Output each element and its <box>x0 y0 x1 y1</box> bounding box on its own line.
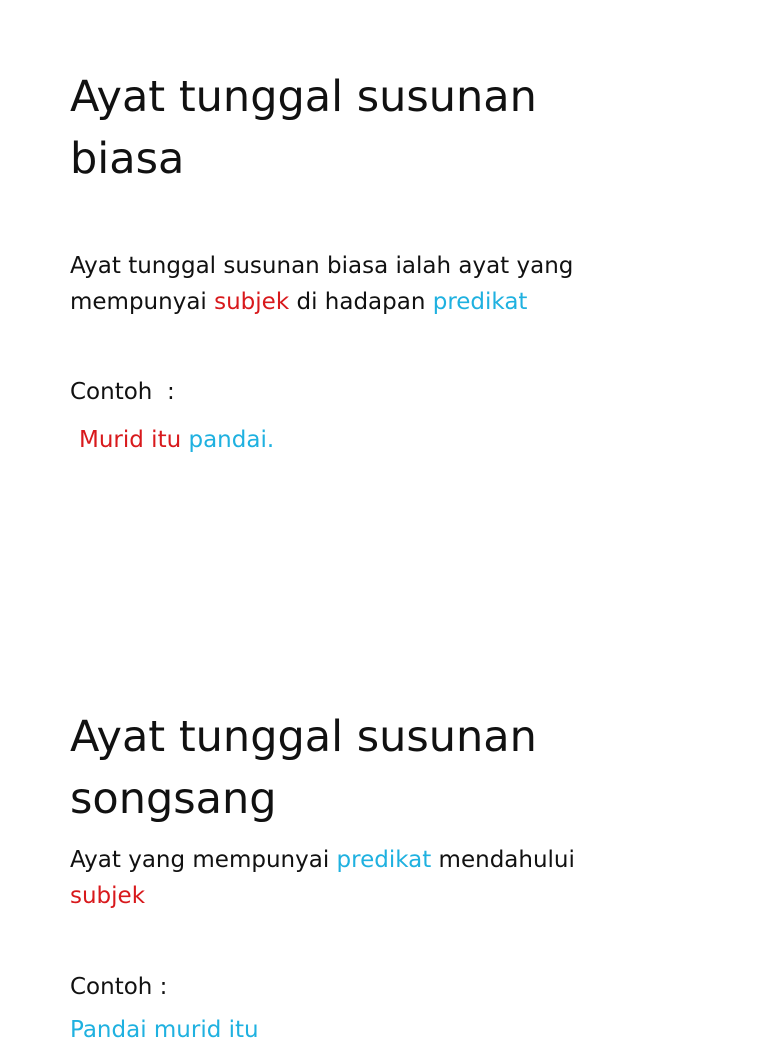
slide-2-predicate-word: predikat <box>336 847 432 873</box>
slide-2-definition-prefix: Ayat yang mempunyai <box>70 847 337 873</box>
slide-1-definition-line-1: Ayat tunggal susunan biasa ialah ayat yang <box>70 253 574 279</box>
slide-1-definition-middle: di hadapan <box>289 289 433 315</box>
slide-2-title-line-1: Ayat tunggal susunan <box>70 712 537 762</box>
slide-2-example-partial: Pandai murid itu <box>70 1017 259 1043</box>
slide-2-title-line-2: songsang <box>70 774 277 824</box>
slide-1-example-sentence <box>79 422 274 458</box>
slide-1-example-subject: Murid itu <box>79 427 182 453</box>
slide-1-title-line-1: Ayat tunggal susunan <box>70 72 537 122</box>
slide-2-definition <box>70 842 710 914</box>
slide-1-title <box>70 66 537 190</box>
slide-2-title <box>70 706 537 830</box>
slide-1-example-label: Contoh : <box>70 379 175 405</box>
slide-1-definition <box>70 248 710 320</box>
slide-1-example-predicate: pandai. <box>188 427 275 453</box>
slide-1-subject-word: subjek <box>214 289 290 315</box>
slide-1-title-line-2: biasa <box>70 134 185 184</box>
slide-2-example-label: Contoh : <box>70 974 168 1000</box>
slide-1-predicate-word: predikat <box>432 289 528 315</box>
slide-2-definition-middle: mendahului <box>431 847 575 873</box>
slide-2-subject-word: subjek <box>70 883 146 909</box>
slide-1-definition-prefix: mempunyai <box>70 289 215 315</box>
